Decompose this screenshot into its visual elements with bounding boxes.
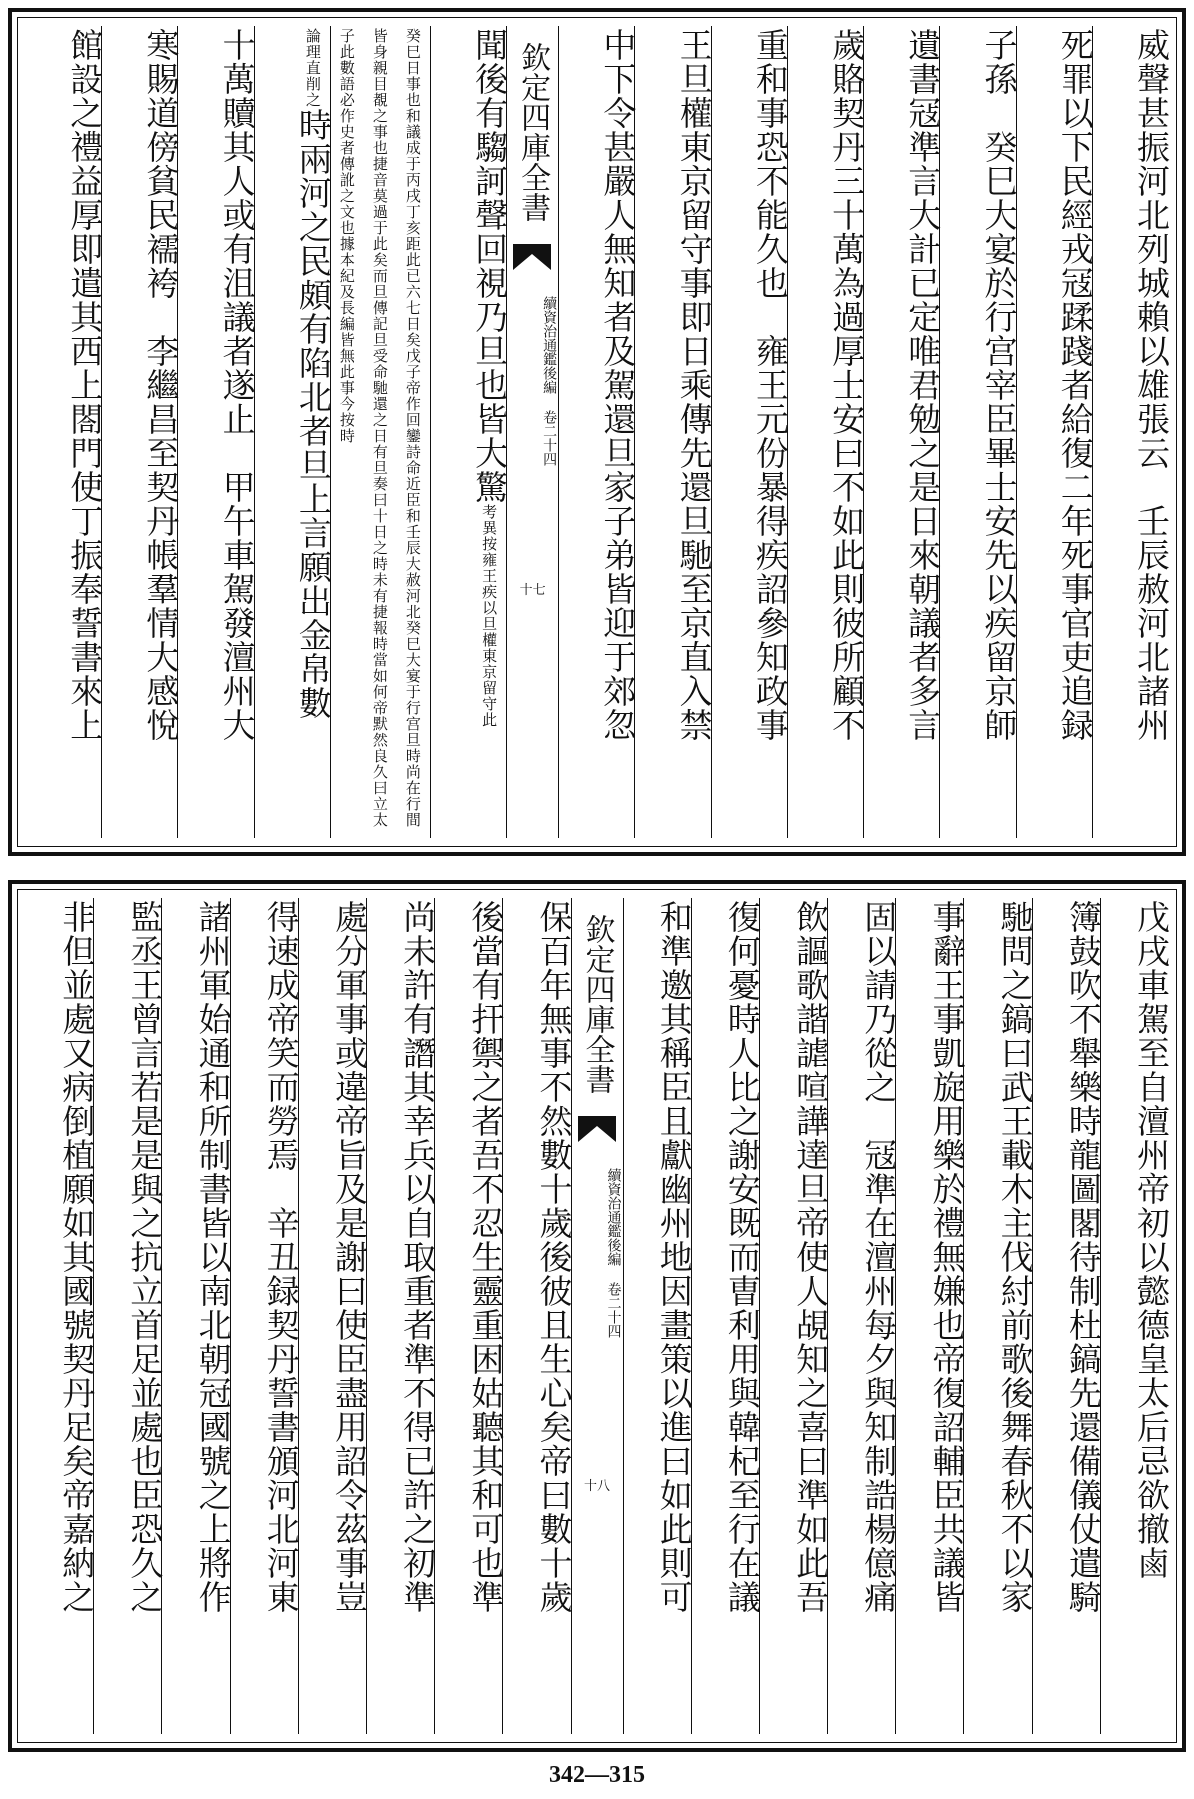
text-column: 十萬贖其人或有沮議者遂止 甲午車駕發澶州大 — [177, 26, 253, 838]
text-column: 尚未許有譖其幸兵以自取重者準不得已許之初準 — [366, 898, 434, 1734]
commentary-note: 考異按雍王疾以旦權東京留守此 — [480, 504, 499, 728]
main-text: 時兩河之民頗有陷北者旦上言願出金帛數 — [293, 108, 333, 720]
top-column-row — [26, 26, 1171, 838]
text-column: 固以請乃從之 冦準在澶州每夕與知制誥楊億痛 — [827, 898, 895, 1734]
text-column: 中下令甚嚴人無知者及駕還旦家子弟皆迎于郊忽 — [558, 26, 634, 838]
text-column: 簿鼓吹不舉樂時龍圖閣待制杜鎬先還備儀仗遣騎 — [1032, 898, 1100, 1734]
text-column: 事辭王事凱旋用樂於禮無嫌也帝復詔輔臣共議皆 — [895, 898, 963, 1734]
text-column: 和準邀其稱臣且獻幽州地因畫策以進曰如此則可 — [623, 898, 691, 1734]
text-column — [430, 26, 510, 838]
text-column: 馳問之鎬曰武王載木主伐紂前歌後舞春秋不以家 — [963, 898, 1031, 1734]
banner-volume: 卷二十四 — [605, 1282, 622, 1338]
main-text: 聞後有騶訶聲回視乃旦也皆大驚 — [470, 28, 510, 504]
text-column: 戊戌車駕至自澶州帝初以懿德皇太后忌欲撤鹵 — [1100, 898, 1168, 1734]
banner-info — [507, 296, 558, 496]
text-column: 歲賂契丹三十萬為過厚士安曰不如此則彼所顧不 — [787, 26, 863, 838]
text-column: 非但並處又病倒植願如其國號契丹足矣帝嘉納之 — [57, 900, 97, 1614]
text-column — [254, 26, 333, 838]
banner-volume: 卷二十四 — [541, 410, 558, 466]
folio-number: 十八 — [583, 1479, 610, 1494]
commentary-note: 論理直 — [303, 28, 322, 76]
banner-title: 欽定四庫全書 — [579, 914, 615, 1094]
page-number: 342—315 — [549, 1762, 645, 1788]
commentary-column — [330, 26, 430, 838]
text-column: 死罪以下民經戎冦蹂踐者給復二年死事官吏追録 — [1016, 26, 1092, 838]
text-column: 王旦權東京留守事即日乘傳先還旦馳至京直入禁 — [634, 26, 710, 838]
banner-subtitle: 續資治通鑑後編 — [541, 296, 558, 394]
text-column: 寒賜道傍貧民襦袴 李繼昌至契丹帳羣情大感悅 — [101, 26, 177, 838]
fishtail-mark-icon — [578, 1116, 616, 1142]
banner-subtitle: 續資治通鑑後編 — [605, 1168, 622, 1266]
folio-number: 十七 — [519, 583, 546, 598]
text-column: 後當有扞禦之者吾不忍生靈重困姑聽其和可也準 — [434, 898, 502, 1734]
banner-info — [572, 1168, 623, 1368]
bottom-column-row — [26, 898, 1171, 1734]
text-column: 飲謳歌諧謔喧譁達旦帝使人覘知之喜曰準如此吾 — [759, 898, 827, 1734]
text-column: 處分軍事或違帝旨及是謝曰使臣盡用詔令茲事豈 — [298, 898, 366, 1734]
text-column: 重和事恐不能久也 雍王元份暴得疾詔參知政事 — [711, 26, 787, 838]
text-column: 保百年無事不然數十歲後彼且生心矣帝曰數十歲 — [502, 898, 570, 1734]
fishtail-mark-icon — [513, 244, 551, 270]
text-column: 復何憂時人比之謝安既而曺利用與韓杞至行在議 — [691, 898, 759, 1734]
text-column: 監丞王曾言若是是與之抗立首足並處也臣恐久之 — [93, 898, 161, 1734]
bottom-leaf — [8, 880, 1186, 1752]
text-column: 得速成帝笑而勞焉 辛丑録契丹誓書頒河北河東 — [230, 898, 298, 1734]
commentary-note: 削之 — [303, 76, 322, 108]
commentary-note: 癸巳日事也和議成于丙戌丁亥距此已六七日矣戊子帝作回鑾詩命近臣和壬辰大赦河北癸巳大宴于行宫旦時尚在行間皆身親目覩之事也捷音莫過于此矣而旦傳記旦受命馳還之日有旦奏曰十日之時未有捷報時當如何帝默然良久曰立太子此數語必作史者傳訛之文也據本紀及長編皆無此事今按時 — [337, 28, 422, 828]
banner-title: 欽定四庫全書 — [515, 42, 551, 222]
text-column: 威聲甚振河北列城賴以雄張云 壬辰赦河北諸州 — [1092, 26, 1168, 838]
banner-column — [571, 898, 623, 1734]
text-column: 諸州軍始通和所制書皆以南北朝冠國號之上將作 — [161, 898, 229, 1734]
banner-column — [506, 26, 558, 838]
text-column: 子孫 癸巳大宴於行宫宰臣畢士安先以疾留京師 — [939, 26, 1015, 838]
top-leaf — [8, 8, 1186, 856]
text-column: 館設之禮益厚即遣其西上閤門使丁振奉誓書來上 — [65, 28, 105, 742]
text-column: 遺書冦準言大計已定唯君勉之是日來朝議者多言 — [863, 26, 939, 838]
